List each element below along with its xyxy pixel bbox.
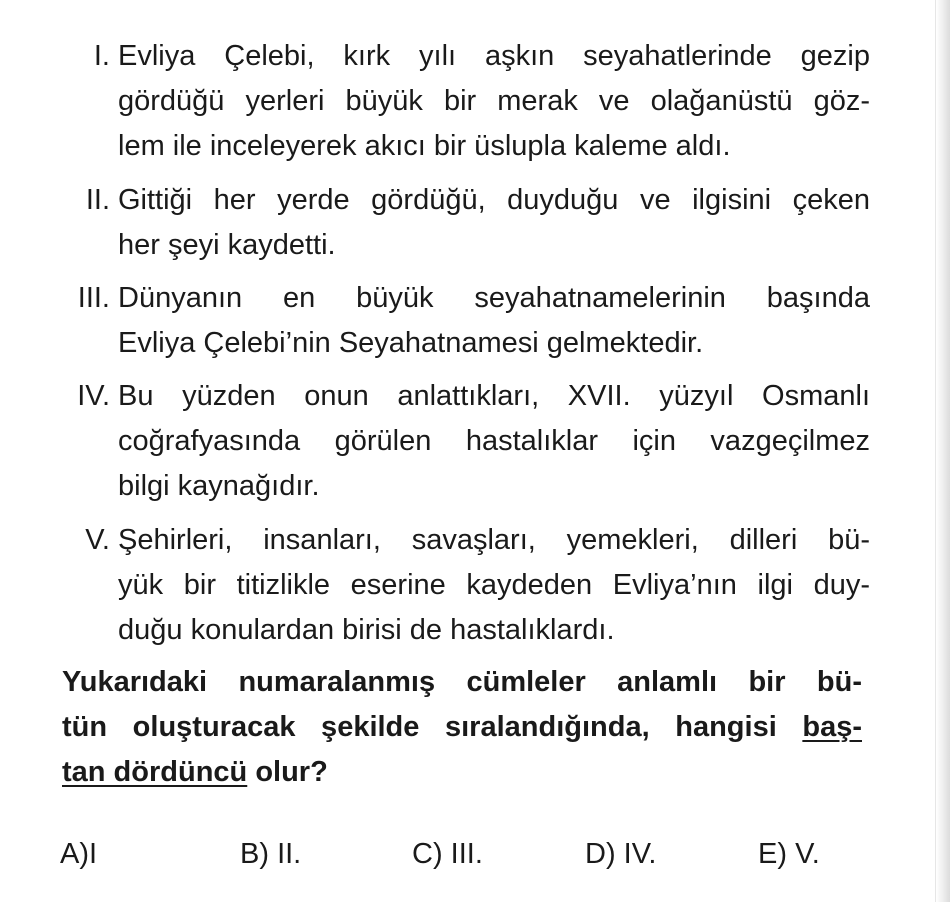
statement-line: Evliya Çelebi, kırk yılı aşkın seyahatlerinde gezip — [118, 40, 870, 72]
question-line-2-plain: tün oluşturacak şekilde sıralandığında, hangisi — [62, 711, 803, 743]
statement-text — [118, 178, 870, 268]
statement-line: her şeyi kaydetti. — [118, 229, 336, 261]
question-line-1: Yukarıdaki numaralanmış cümleler anlamlı bir bü- — [62, 666, 862, 698]
statement-text — [118, 374, 870, 509]
option-letter: C) — [412, 838, 443, 870]
option-c[interactable] — [412, 832, 483, 876]
option-value: I — [89, 838, 98, 870]
option-a[interactable] — [60, 832, 97, 876]
statement-line: Evliya Çelebi’nin Seyahatnamesi gelmektedir. — [118, 327, 704, 359]
option-letter: B) — [240, 838, 269, 870]
question-line-3 — [62, 750, 862, 795]
statement-line: coğrafyasında görülen hastalıklar için vazgeçilmez — [118, 425, 870, 457]
statement-line: Şehirleri, insanları, savaşları, yemekleri, dilleri bü- — [118, 524, 870, 556]
statement-line: lem ile inceleyerek akıcı bir üslupla kaleme aldı. — [118, 130, 731, 162]
option-b[interactable] — [240, 832, 301, 876]
option-e[interactable] — [758, 832, 820, 876]
option-letter: E) — [758, 838, 787, 870]
statement-text — [118, 34, 870, 169]
question-line-3-plain: olur? — [247, 756, 328, 788]
page-right-edge — [935, 0, 950, 902]
statement-line: Gittiği her yerde gördüğü, duyduğu ve ilgisini çeken — [118, 184, 870, 216]
question-text — [62, 660, 862, 795]
option-letter: D) — [585, 838, 616, 870]
statement-line: gördüğü yerleri büyük bir merak ve olağanüstü göz- — [118, 85, 870, 117]
statement-line: duğu konulardan birisi de hastalıklardı. — [118, 614, 615, 646]
statement-line: bilgi kaynağıdır. — [118, 470, 320, 502]
option-value: III. — [450, 838, 483, 870]
statement-numeral: IV. — [77, 380, 110, 412]
option-letter: A) — [60, 838, 89, 870]
question-underlined-text: baş- — [802, 711, 862, 743]
statement-text — [118, 518, 870, 653]
statement-numeral: III. — [77, 282, 110, 314]
statement-numeral: II. — [85, 184, 110, 216]
question-underlined-text: tan dördüncü — [62, 756, 248, 788]
option-value: V. — [795, 838, 820, 870]
statement-numeral: I. — [93, 40, 110, 72]
statement-line: yük bir titizlikle eserine kaydeden Evliya’nın ilgi duy- — [118, 569, 870, 601]
statement-line: Dünyanın en büyük seyahatnamelerinin başında — [118, 282, 870, 314]
option-value: II. — [277, 838, 302, 870]
question-line-2 — [62, 705, 862, 750]
answer-options — [0, 832, 930, 876]
option-value: IV. — [623, 838, 657, 870]
statement-line: Bu yüzden onun anlattıkları, XVII. yüzyıl Osmanlı — [118, 380, 870, 412]
statement-numeral: V. — [85, 524, 110, 556]
option-d[interactable] — [585, 832, 656, 876]
statement-text — [118, 276, 870, 366]
